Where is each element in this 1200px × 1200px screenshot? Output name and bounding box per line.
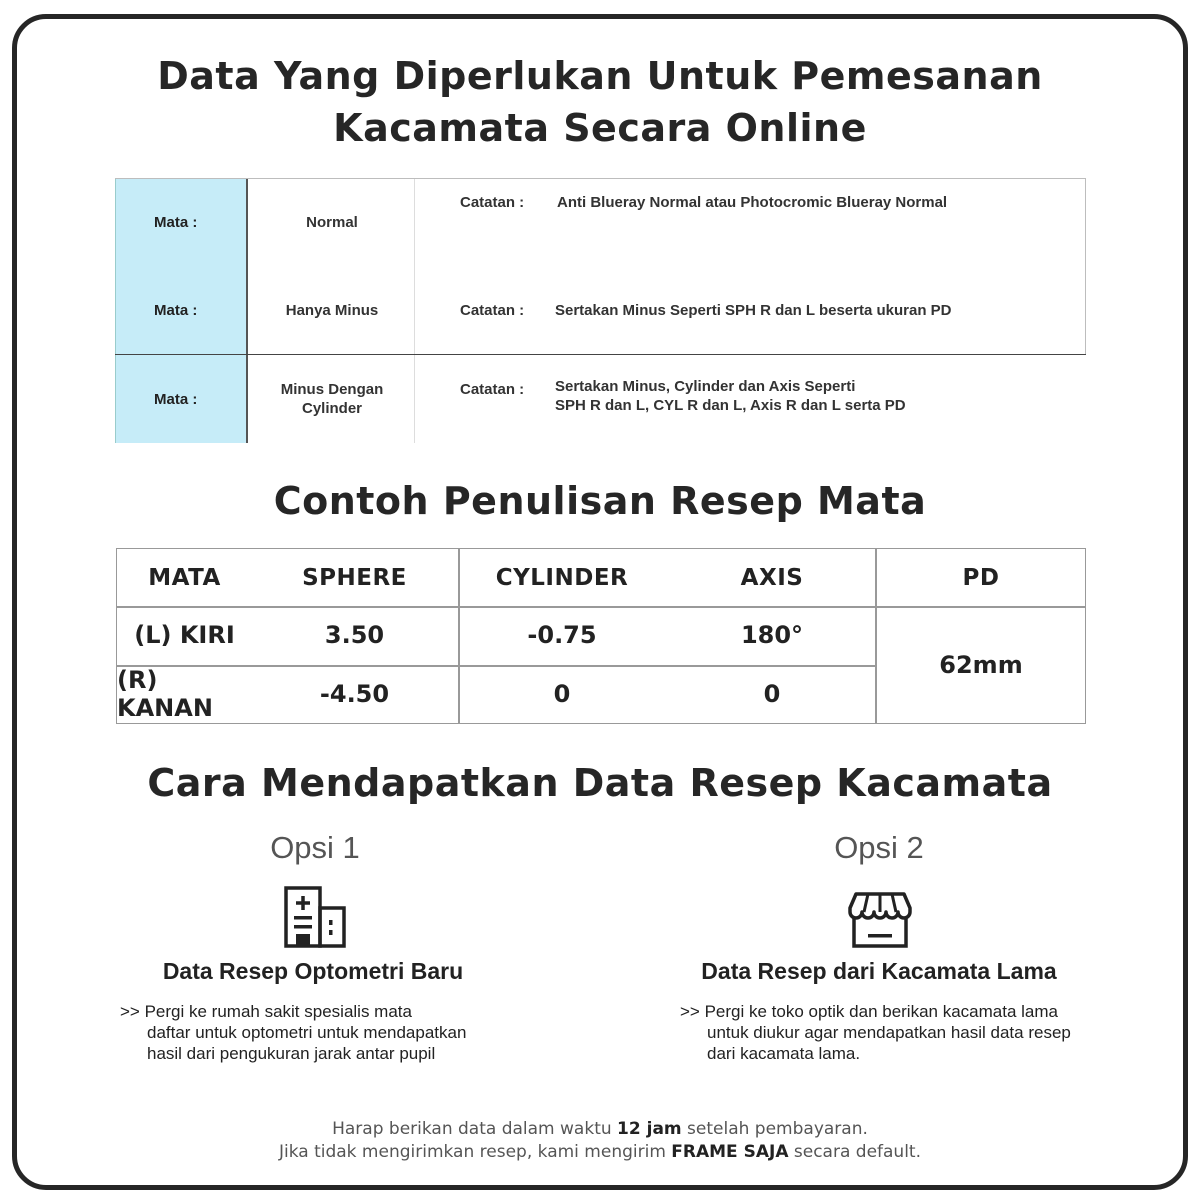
left-eye-label: (L) KIRI	[134, 621, 235, 649]
pd-value: 62mm	[939, 650, 1023, 679]
right-axis: 0	[763, 680, 781, 708]
lens-type-line-2: Cylinder	[301, 400, 362, 417]
option-2-heading: Data Resep dari Kacamata Lama	[701, 958, 1057, 984]
table-row	[115, 354, 1086, 443]
example-title: Contoh Penulisan Resep Mata	[273, 479, 927, 523]
lens-type-line-1: Minus Dengan	[280, 381, 384, 398]
footer-note	[0, 1118, 1200, 1164]
col-divider	[458, 549, 460, 723]
howto-title: Cara Mendapatkan Data Resep Kacamata	[147, 761, 1053, 805]
header-cylinder: CYLINDER	[495, 564, 629, 591]
store-icon	[848, 890, 912, 950]
mata-label: Mata :	[115, 266, 248, 354]
note-text: Anti Blueray Normal atau Photocromic Blueray Normal	[557, 194, 948, 211]
footer-line-1: Harap berikan data dalam waktu 12 jam setelah pembayaran.	[332, 1119, 868, 1139]
header-sphere: SPHERE	[302, 564, 407, 591]
table-row	[115, 178, 1086, 266]
left-sphere: 3.50	[324, 621, 385, 649]
note-text: Sertakan Minus Seperti SPH R dan L beserta ukuran PD	[555, 301, 952, 319]
description-line: >> Pergi ke rumah sakit spesialis mata	[120, 1002, 412, 1021]
description-line: >> Pergi ke toko optik dan berikan kacamata lama	[680, 1002, 1058, 1021]
description-line: hasil dari pengukuran jarak antar pupil	[147, 1044, 436, 1063]
right-sphere: -4.50	[319, 680, 390, 708]
right-eye-label: (R) KANAN	[117, 666, 213, 722]
left-axis: 180°	[740, 621, 804, 649]
requirements-table	[115, 178, 1086, 443]
note-line-2: SPH R dan L, CYL R dan L, Axis R dan L serta PD	[555, 397, 906, 414]
note-line-1: Sertakan Minus, Cylinder dan Axis Seperti	[555, 378, 856, 395]
table-row	[115, 266, 1086, 354]
lens-type: Hanya Minus	[250, 266, 415, 354]
option-2-label: Opsi 2	[834, 830, 924, 865]
footer-line-2: Jika tidak mengirimkan resep, kami mengirim FRAME SAJA secara default.	[278, 1142, 921, 1162]
page-title	[0, 50, 1200, 154]
catatan-label: Catatan :	[460, 194, 525, 211]
lens-type: Normal	[250, 179, 415, 266]
catatan-label: Catatan :	[460, 301, 525, 319]
left-cylinder: -0.75	[527, 621, 597, 649]
note-text	[555, 352, 1075, 440]
catatan-label: Catatan :	[460, 380, 525, 398]
mata-label: Mata :	[115, 355, 248, 443]
lens-type	[250, 355, 415, 443]
description-line: untuk diukur agar mendapatkan hasil data resep	[707, 1023, 1071, 1042]
table-border	[1085, 178, 1086, 354]
title-line-1: Data Yang Diperlukan Untuk Pemesanan	[157, 54, 1043, 98]
description-line: daftar untuk optometri untuk mendapatkan	[147, 1023, 467, 1042]
right-cylinder: 0	[553, 680, 571, 708]
option-1-heading: Data Resep Optometri Baru	[162, 958, 464, 984]
title-line-2: Kacamata Secara Online	[333, 106, 867, 150]
hospital-icon	[282, 884, 348, 950]
description-line: dari kacamata lama.	[707, 1044, 861, 1063]
mata-label: Mata :	[115, 179, 248, 266]
prescription-table	[116, 548, 1086, 724]
option-2-description	[680, 1001, 1100, 1064]
header-axis: AXIS	[740, 564, 804, 591]
header-mata: MATA	[148, 564, 221, 591]
option-1-description	[120, 1001, 540, 1064]
header-pd: PD	[962, 564, 1000, 591]
option-1-label: Opsi 1	[270, 830, 360, 865]
